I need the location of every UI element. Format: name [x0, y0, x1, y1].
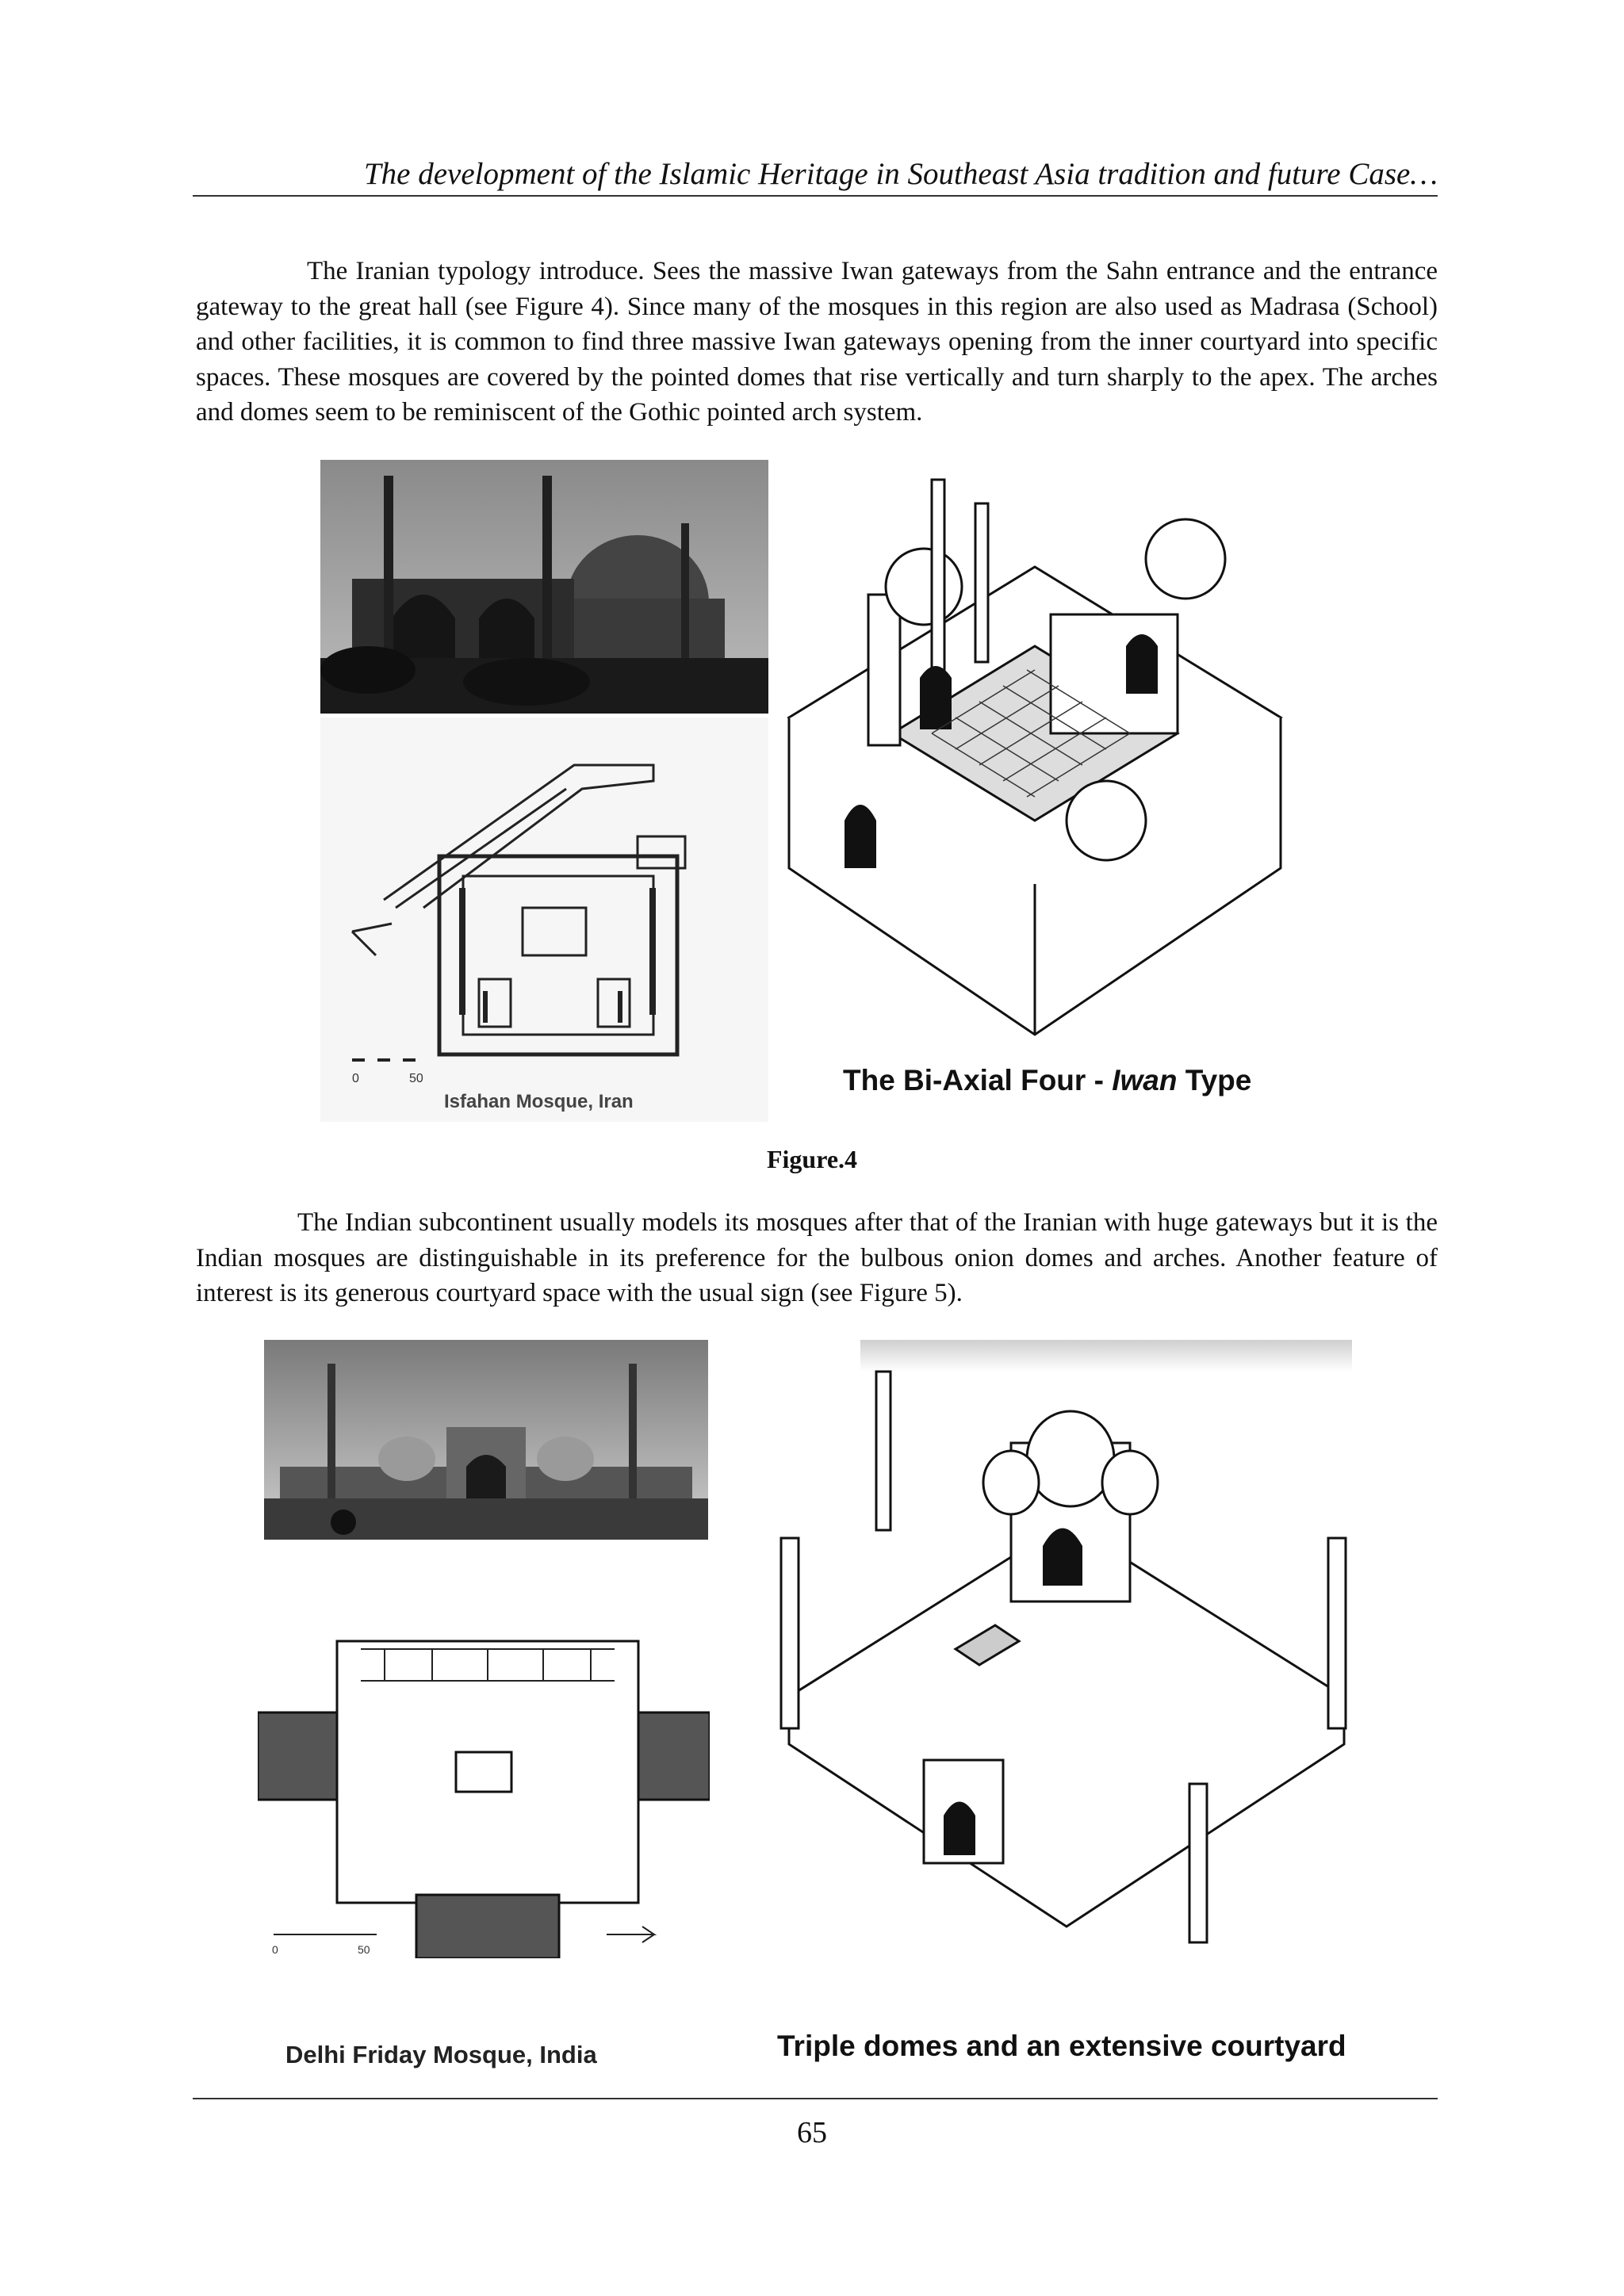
paragraph-text: The Iranian typology introduce. Sees the massive Iwan gateways from the Sahn entrance and the entrance gateway to the great hall (see Figure 4). Since many of the mosques in this region are also used as Madrasa (School) and other facilities, it is common to find three massive Iwan gateways opening from the inner courtyard into specific spaces. These mosques are covered by the pointed domes that rise vertically and turn sharply to the apex. The arches and domes seem to be reminiscent of the Gothic pointed arch system.: [196, 257, 1438, 427]
bi-axial-iwan-drawing: [773, 456, 1293, 1074]
plan-scale-label: 50: [358, 1943, 370, 1956]
plan-scale-label: 50: [409, 1072, 423, 1085]
paragraph-text: The Indian subcontinent usually models its mosques after that of the Iranian with huge gateways but it is the Indian mosques are distinguishable in its preference for the bulbous onion domes and arches. Another feature of interest is its generous courtyard space with the usual sign (see Figure 5).: [196, 1208, 1438, 1307]
plan-scale-zero: 0: [352, 1072, 359, 1085]
iwan-type-label: The Bi-Axial Four - Iwan Type: [843, 1064, 1252, 1096]
paragraph-indian-subcontinent: [196, 1205, 1438, 1311]
figure-4-caption: Figure.4: [766, 1145, 858, 1173]
triple-domes-drawing: [757, 1340, 1376, 2030]
delhi-mosque-plan: [258, 1633, 710, 1958]
isfahan-mosque-plan: [320, 718, 768, 1122]
triple-domes-label: Triple domes and an extensive courtyard: [777, 2030, 1346, 2062]
running-title: The development of the Islamic Heritage in Southeast Asia tradition and future Case…: [363, 157, 1438, 191]
isfahan-plan-label: Isfahan Mosque, Iran: [444, 1091, 634, 1112]
paragraph-iranian-typology: [196, 254, 1438, 430]
delhi-plan-label: Delhi Friday Mosque, India: [285, 2041, 597, 2068]
delhi-mosque-photo: [264, 1340, 708, 1540]
plan-scale-zero: 0: [272, 1943, 278, 1956]
page-number: 65: [797, 2116, 827, 2149]
footer-rule: [193, 2098, 1438, 2099]
isfahan-mosque-photo: [320, 460, 768, 714]
header-rule: [193, 195, 1438, 197]
